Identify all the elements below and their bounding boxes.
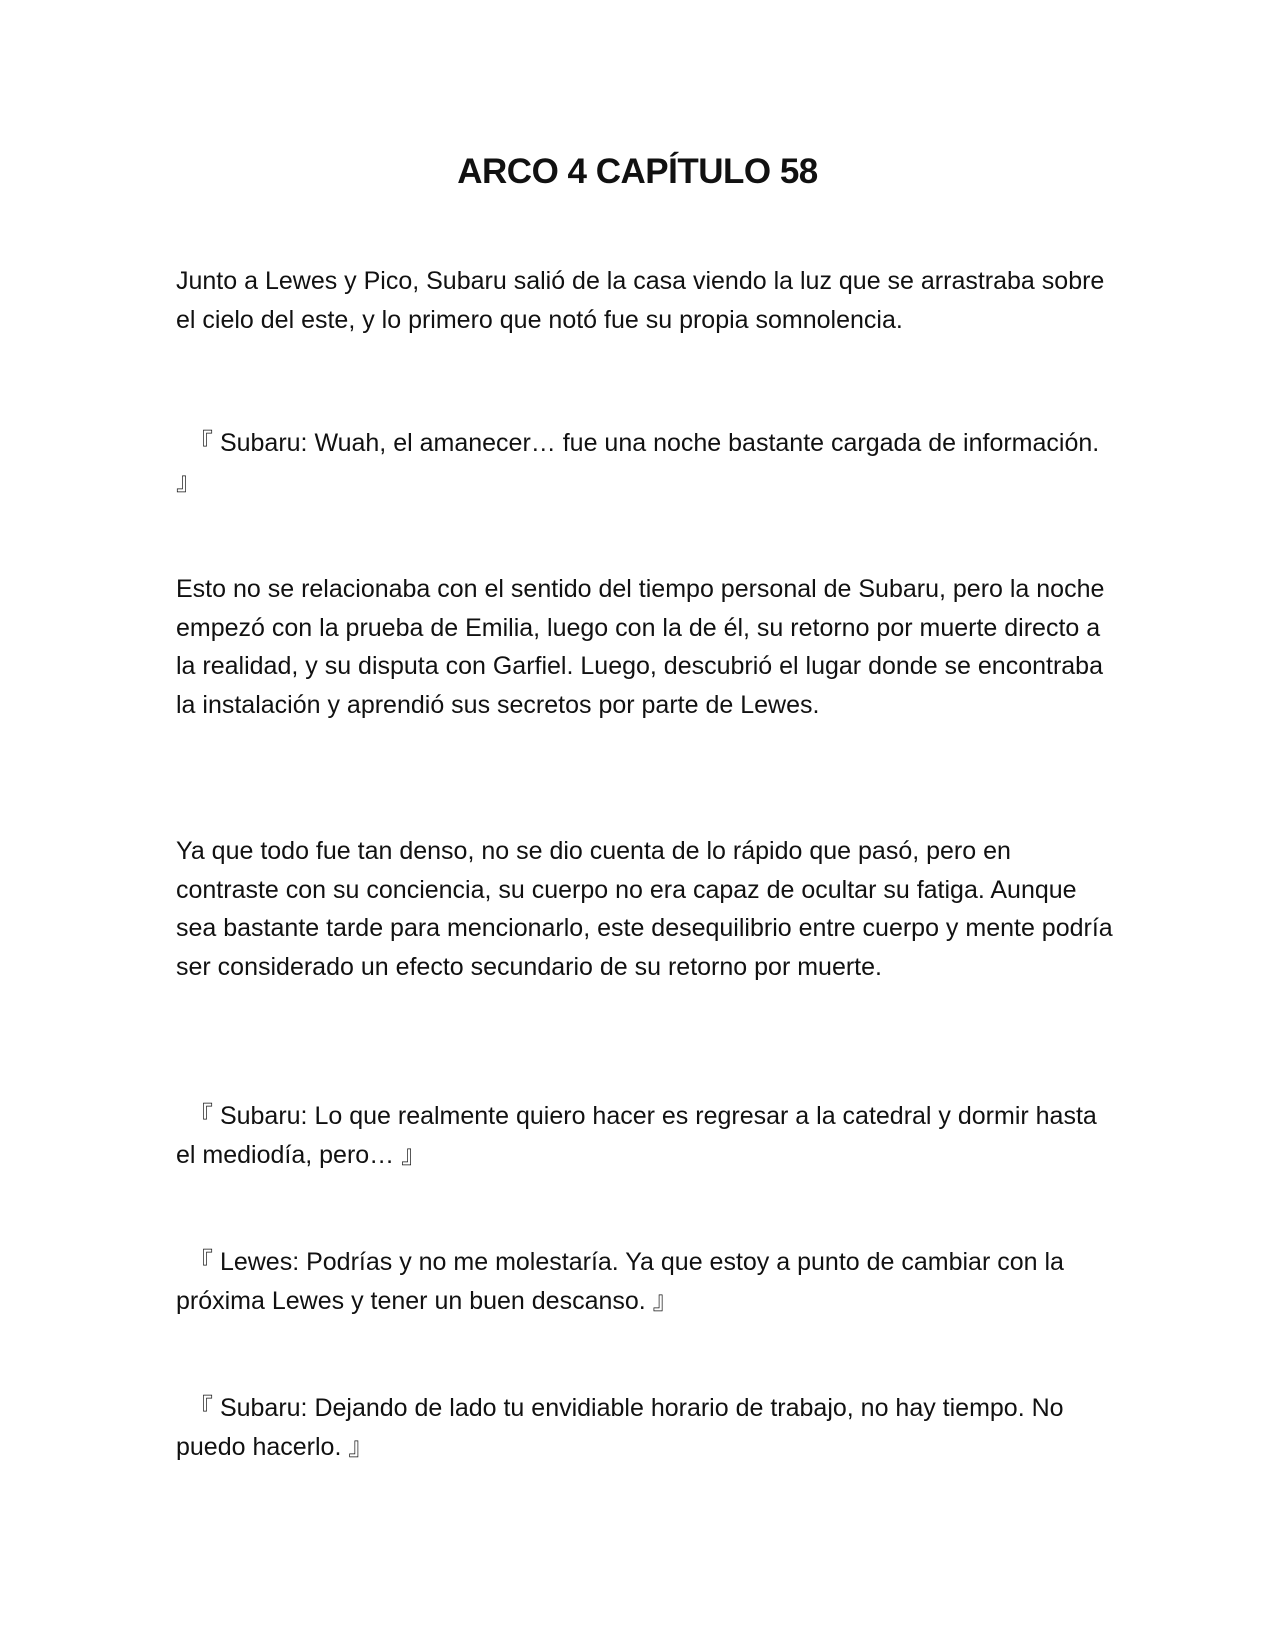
chapter-title: ARCO 4 CAPÍTULO 58 <box>457 152 818 191</box>
paragraph-dialogue-subaru-3: 『 Subaru: Dejando de lado tu envidiable horario de trabajo, no hay tiempo. No puedo hacerlo. 』 <box>176 1394 1064 1461</box>
paragraph-narration-3: Ya que todo fue tan denso, no se dio cuenta de lo rápido que pasó, pero en contraste con su conciencia, su cuerpo no era capaz de ocultar su fatiga. Aunque sea bastante tarde para mencionarlo, este desequilibrio entre cuerpo y mente podría ser considerado un efecto secundario de su retorno por muerte. <box>176 837 1113 981</box>
paragraph-dialogue-subaru-1: 『 Subaru: Wuah, el amanecer… fue una noche bastante cargada de información. 』 <box>176 429 1100 496</box>
paragraph-narration-2: Esto no se relacionaba con el sentido del tiempo personal de Subaru, pero la noche empezó con la prueba de Emilia, luego con la de él, su retorno por muerte directo a la realidad, y su disputa con Garfiel. Luego, descubrió el lugar donde se encontraba la instalación y aprendió sus secretos por parte de Lewes. <box>176 575 1105 719</box>
paragraph-narration-1: Junto a Lewes y Pico, Subaru salió de la casa viendo la luz que se arrastraba sobre el cielo del este, y lo primero que notó fue su propia somnolencia. <box>176 267 1105 334</box>
paragraph-dialogue-lewes: 『 Lewes: Podrías y no me molestaría. Ya que estoy a punto de cambiar con la próxima Lewes y tener un buen descanso. 』 <box>176 1248 1064 1315</box>
paragraph-dialogue-subaru-2: 『 Subaru: Lo que realmente quiero hacer es regresar a la catedral y dormir hasta el mediodía, pero… 』 <box>176 1102 1097 1169</box>
